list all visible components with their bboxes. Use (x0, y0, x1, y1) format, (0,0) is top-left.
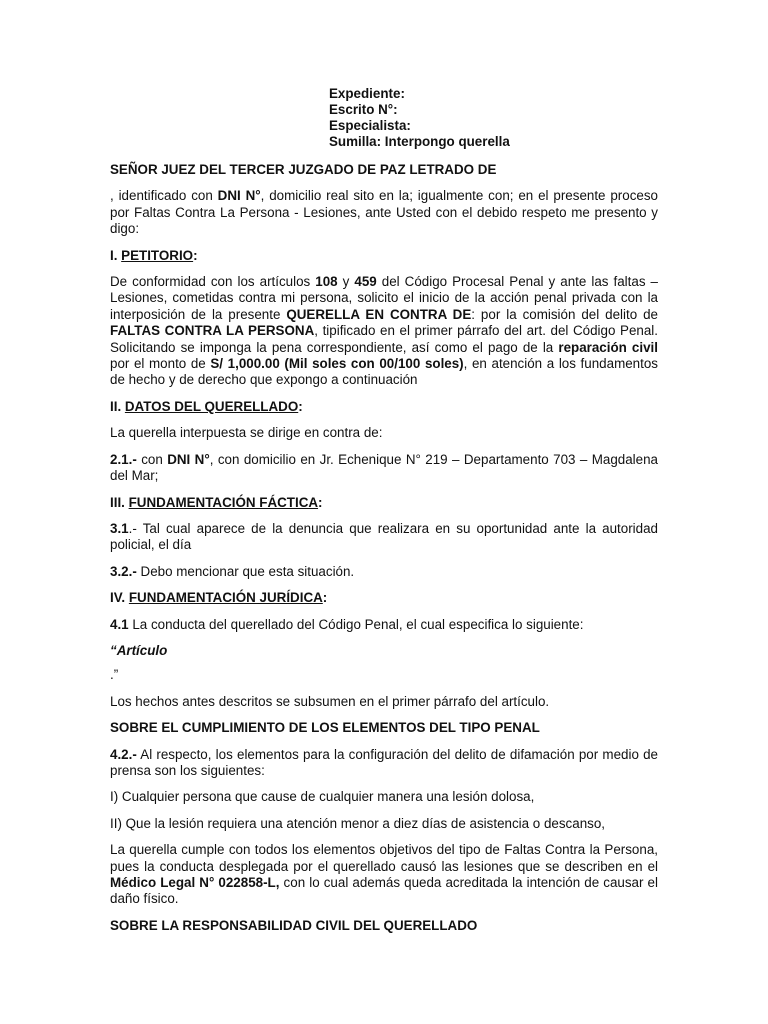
section-title: FUNDAMENTACIÓN FÁCTICA (128, 494, 319, 510)
case-header (329, 86, 510, 150)
text-run: De conformidad con los artículos (110, 274, 316, 290)
fact-item-32 (110, 564, 658, 580)
subsumen-paragraph: Los hechos antes descritos se subsumen en el primer párrafo del artículo. (110, 693, 550, 709)
tipo-penal-heading: SOBRE EL CUMPLIMIENTO DE LOS ELEMENTOS DEL TIPO PENAL (110, 720, 540, 736)
text-run: con lo cual además queda acreditada la intención de causar el daño físico. (110, 875, 658, 907)
section-colon: : (322, 590, 328, 606)
bold-run: DNI N° (167, 451, 210, 467)
section-number: IV. (110, 590, 129, 606)
querella-cumple-paragraph (110, 842, 658, 908)
intro-dni: DNI N° (217, 188, 261, 204)
item-number: 3.2.- (110, 563, 137, 579)
bold-run: Médico Legal N° 022858-L, (110, 875, 280, 890)
item-number: 4.2.- (110, 746, 137, 762)
address-line: SEÑOR JUEZ DEL TERCER JUZGADO DE PAZ LETRADO DE (110, 162, 497, 177)
section-heading-juridica (110, 590, 658, 606)
expediente-label: Expediente: (329, 86, 405, 101)
intro-text-a: , identificado con (110, 188, 218, 204)
datos-intro: La querella interpuesta se dirige en contra de: (110, 425, 383, 441)
article-number: 459 (354, 274, 377, 290)
articulo-quote: “Artículo (110, 642, 168, 658)
item-number: 2.1.- (110, 451, 137, 467)
section-colon: : (318, 494, 323, 510)
text-run: , tipificado en el primer párrafo del art. del Código Penal. Solicitando se imponga la pena correspondiente, así como el pago de la (110, 323, 658, 355)
item-number: 4.1 (110, 616, 129, 632)
text-run: , en atención a los fundamentos de hecho y de derecho que expongo a continuación (110, 356, 658, 388)
intro-paragraph (110, 188, 658, 237)
section-title: DATOS DEL QUERELLADO (124, 398, 299, 414)
section-colon: : (193, 247, 198, 263)
jur-item-42 (110, 747, 658, 780)
jur-item-41 (110, 617, 658, 633)
element-item-2: II) Que la lesión requiera una atención menor a diez días de asistencia o descanso, (110, 815, 606, 831)
section-heading-petitorio (110, 248, 658, 264)
text-run: La querella cumple con todos los elementos objetivos del tipo de Faltas Contra la Persona, pues la conducta desplegada por el querellado causó las lesiones que se describen en el (110, 842, 658, 874)
article-number: 108 (315, 274, 338, 290)
amount: S/ 1,000.00 (Mil soles con 00/100 soles) (210, 356, 464, 372)
document-body (110, 162, 658, 944)
escrito-label: Escrito N°: (329, 102, 398, 117)
item-number: 3.1 (110, 520, 129, 536)
text-run: por el monto de (110, 356, 211, 372)
bold-run: QUERELLA EN CONTRA DE (286, 306, 472, 322)
sumilla-label: Sumilla: Interpongo querella (329, 134, 510, 149)
section-heading-factica (110, 495, 658, 511)
section-number: I. (110, 247, 122, 263)
element-item-1: I) Cualquier persona que cause de cualquier manera una lesión dolosa, (110, 789, 535, 805)
text-run: La conducta del querellado del Código Penal, el cual especifica lo siguiente: (128, 616, 584, 632)
especialista-label: Especialista: (329, 118, 411, 133)
text-run: .- Tal cual aparece de la denuncia que realizara en su oportunidad ante la autoridad policial, el día (110, 520, 658, 553)
fact-item-31 (110, 521, 658, 554)
text-run: del Código Procesal Penal y ante las faltas – Lesiones, cometidas contra mi persona, solicito el inicio de la acción penal privada con la interposición de la presente (110, 274, 658, 322)
section-title: FUNDAMENTACIÓN JURÍDICA (128, 590, 323, 606)
petitorio-paragraph (110, 274, 658, 389)
intro-text-c: , domicilio real sito en la; igualmente con; en el presente proceso por Faltas Contra La Persona - Lesiones, ante Usted con el debido respeto me presento y digo: (110, 188, 659, 237)
civil-heading: SOBRE LA RESPONSABILIDAD CIVIL DEL QUERELLADO (110, 917, 478, 933)
text-run: : por la comisión del delito de (471, 306, 658, 322)
section-colon: : (298, 398, 303, 414)
text-run: y (337, 274, 355, 290)
bold-run: FALTAS CONTRA LA PERSONA (110, 323, 315, 339)
section-number: II. (110, 398, 125, 414)
section-number: III. (110, 494, 129, 510)
quote-end: .” (110, 667, 119, 683)
datos-item-21 (110, 452, 658, 485)
text-run: Al respecto, los elementos para la configuración del delito de difamación por medio de prensa son los siguientes: (110, 746, 658, 778)
bold-run: reparación civil (558, 339, 658, 355)
text-run: con (136, 451, 168, 467)
section-heading-datos (110, 399, 658, 415)
section-title: PETITORIO (121, 247, 194, 263)
text-run: Debo mencionar que esta situación. (136, 563, 355, 579)
text-run: , con domicilio en Jr. Echenique N° 219 – Departamento 703 – Magdalena del Mar; (110, 451, 658, 484)
